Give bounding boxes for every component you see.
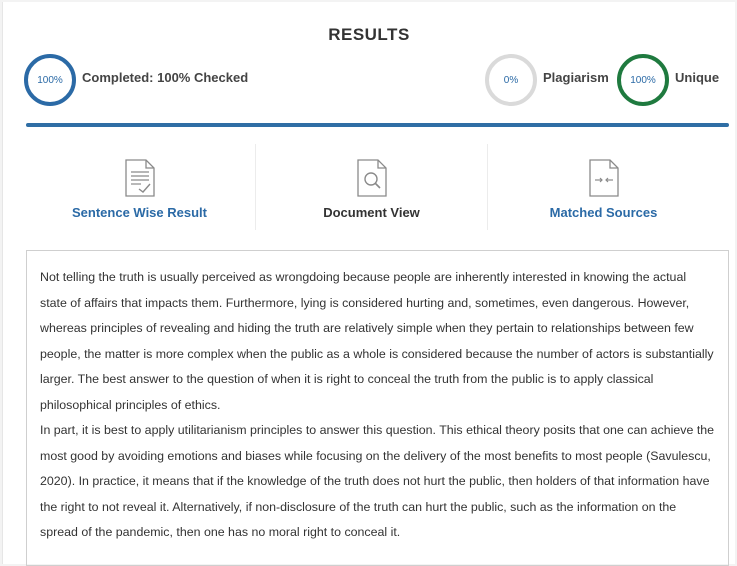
- document-search-icon: [356, 159, 388, 197]
- tab-sentence-wise-result[interactable]: [24, 142, 255, 232]
- document-compare-icon: [588, 159, 620, 197]
- tab-document-view-label: Document View: [323, 205, 420, 220]
- tab-matched-sources-label: Matched Sources: [549, 205, 658, 220]
- completed-progress-ring: [24, 54, 76, 106]
- results-divider: [26, 123, 729, 127]
- content-paragraph: Not telling the truth is usually perceived as wrongdoing because people are inherently interested in knowing the actual state of affairs that impacts them. Furthermore, lying is considered hurting and, sometimes, even dangerous. However, whereas principles of revealing and hiding the truth are relatively simple when they pertain to relationships between few people, the matter is more complex when the public as a whole is considered because the number of actors is substantially larger. The best answer to the question of when it is right to conceal the truth from the public is to apply classical philosophical principles of ethics.: [40, 270, 714, 412]
- plagiarism-ring: [485, 54, 537, 106]
- unique-percent: 100%: [630, 74, 656, 86]
- completed-percent: 100%: [37, 74, 63, 86]
- completed-label: Completed: 100% Checked: [82, 70, 249, 85]
- document-check-icon: [124, 159, 156, 197]
- tab-matched-sources[interactable]: [488, 142, 719, 232]
- checked-text-box: [26, 250, 729, 566]
- tab-sentence-wise-label: Sentence Wise Result: [72, 205, 207, 220]
- unique-ring: [617, 54, 669, 106]
- results-panel: [2, 2, 735, 564]
- plagiarism-label: Plagiarism: [543, 70, 609, 85]
- tab-document-view[interactable]: [256, 142, 487, 232]
- page-title: RESULTS: [328, 25, 410, 44]
- content-paragraph: In part, it is best to apply utilitarianism principles to answer this question. This ethical theory posits that one can achieve the most good by avoiding emotions and biases while focusing on the delivery of the most benefits to most people (Savulescu, 2020). In practice, it means that if the knowledge of the truth does not hurt the public, then holders of that information have the right to not reveal it. Alternatively, if non-disclosure of the truth can hurt the public, such as the information on the spread of the pandemic, then one has no moral right to conceal it.: [40, 423, 715, 539]
- unique-label: Unique: [675, 70, 720, 85]
- plagiarism-percent: 0%: [503, 74, 519, 86]
